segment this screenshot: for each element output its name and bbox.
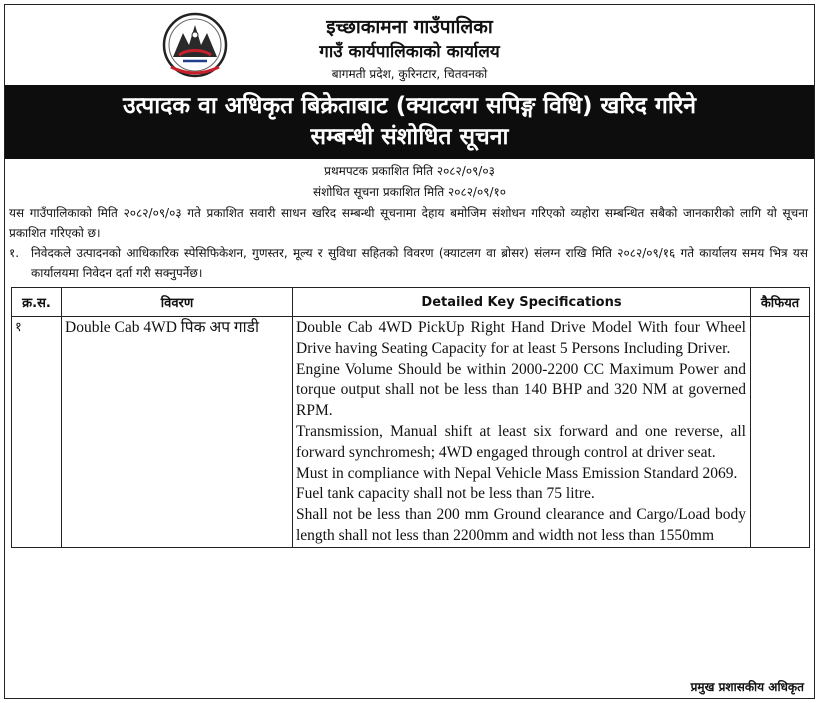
header-description: विवरण <box>62 288 293 317</box>
cell-serial-number: १ <box>12 317 62 548</box>
notice-title-banner <box>5 85 814 159</box>
notice-title-line-2: सम्बन्धी संशोधित सूचना <box>310 124 509 150</box>
notice-title-line-1: उत्पादक वा अधिकृत बिक्रेताबाट (क्याटलग सपिङ्ग विधि) खरिद गरिने <box>123 93 696 119</box>
office-address: बागमती प्रदेश, कुरिनटार, चितवनको <box>331 67 488 81</box>
spec-line: Fuel tank capacity shall not be less than 75 litre. <box>296 485 595 503</box>
header-serial-number: क्र.स. <box>12 288 62 317</box>
specification-table <box>11 287 810 548</box>
header-remarks: कैफियत <box>751 288 810 317</box>
cell-remarks <box>751 317 810 548</box>
publication-dates <box>5 159 814 203</box>
office-name: गाउँ कार्यपालिकाको कार्यालय <box>319 42 500 62</box>
list-item-number: १. <box>9 246 20 260</box>
table-row <box>12 317 810 548</box>
cell-description: Double Cab 4WD पिक अप गाडी <box>62 317 293 548</box>
intro-paragraph: यस गाउँपालिकाको मिति २०८२/०९/०३ गते प्रकाशित सवारी साधन खरिद सम्बन्धी सूचनामा देहाय बमोजिम संशोधन गरिएको व्यहोरा सम्बन्धित सबैको जानकारीको लागि यो सूचना प्रकाशित गरिएको छ। <box>9 206 808 240</box>
spec-line: Transmission, Manual shift at least six forward and one reverse, all forward synchromesh; 4WD engaged through control at driver seat. <box>296 422 746 461</box>
spec-line: Shall not be less than 200 mm Ground clearance and Cargo/Load body length shall not less than 2200mm and width not less than 1550mm <box>296 506 746 544</box>
first-published-date: प्रथमपटक प्रकाशित मिति २०८२/०९/०३ <box>324 164 495 178</box>
revised-published-date: संशोधित सूचना प्रकाशित मिति २०८२/०९/१० <box>313 185 506 199</box>
header-specifications: Detailed Key Specifications <box>293 288 751 317</box>
cell-specifications <box>293 317 751 548</box>
table-header-row <box>12 288 810 317</box>
spec-line: Double Cab 4WD PickUp Right Hand Drive Model With four Wheel Drive having Seating Capacity for at least 5 Persons Including Driver. <box>296 319 746 357</box>
list-item <box>5 243 814 283</box>
spec-line: Must in compliance with Nepal Vehicle Mass Emission Standard 2069. <box>296 464 738 482</box>
list-item-text: निवेदकले उत्पादनको आधिकारिक स्पेसिफिकेशन, गुणस्तर, मूल्य र सुविधा सहितको विवरण (क्याटलग वा ब्रोसर) संलग्न राखि मिति २०८२/०९/१६ गते कार्यालय समय भित्र यस कार्यालयमा निवेदन दर्ता गरी सक्नुपर्नेछ। <box>31 246 808 280</box>
municipality-name: इच्छाकामना गाउँपालिका <box>326 16 493 38</box>
notice-page <box>4 4 815 699</box>
spec-line: Engine Volume Should be within 2000-2200 CC Maximum Power and torque output shall not be less than 140 BHP and 320 NM at governed RPM. <box>296 360 746 420</box>
letterhead <box>5 5 814 85</box>
signatory-title: प्रमुख प्रशासकीय अधिकृत <box>690 680 804 694</box>
